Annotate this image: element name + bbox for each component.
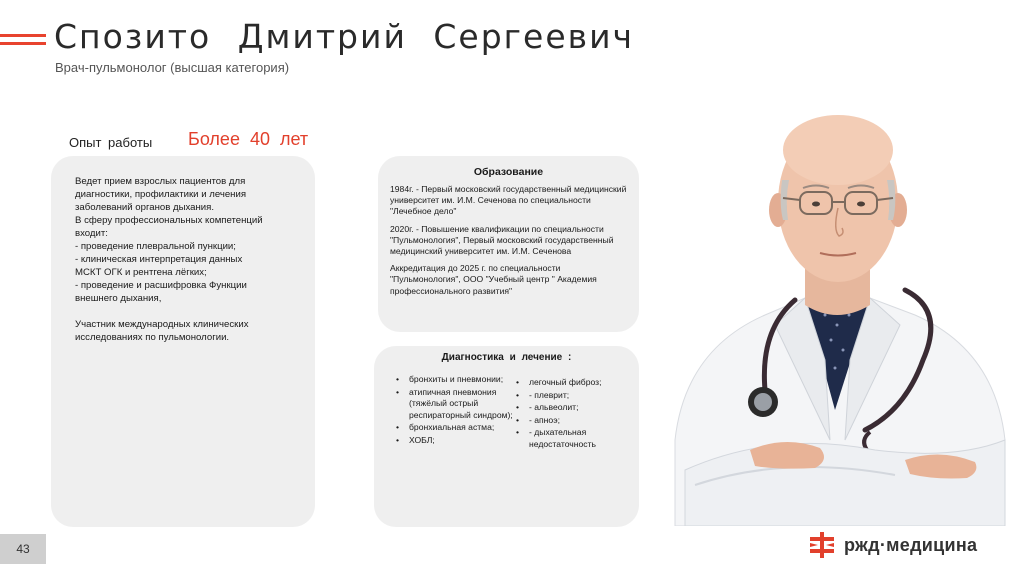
diagnostics-title: Диагностика и лечение :: [441, 352, 572, 363]
diagnostics-list-1: [396, 374, 516, 448]
description-line: - проведение и расшифровка Функции: [75, 280, 247, 291]
crossed-arms: [685, 440, 1005, 526]
diagnostics-list-2: [516, 377, 634, 452]
page-number: 43: [0, 534, 46, 564]
description-line: - проведение плевральной пункции;: [75, 241, 236, 252]
experience-value: Более 40 лет: [188, 129, 309, 149]
description-line: входит:: [75, 228, 108, 239]
education-list: [390, 184, 630, 303]
description-line: - клиническая интерпретация данных: [75, 254, 243, 265]
header-accent-lines: [0, 34, 46, 50]
list-item: • бронхиты и пневмонии;: [396, 374, 516, 386]
list-item: • - альвеолит;: [516, 402, 634, 414]
description-line: исследованиях по пульмонологии.: [75, 332, 230, 343]
education-entry: Аккредитация до 2025 г. по специальности "Пульмонология", ООО "Учебный центр " Академия профессионального развития": [390, 263, 597, 296]
doctor-specialty: Врач-пульмонолог (высшая категория): [55, 60, 290, 75]
doctor-portrait: [655, 110, 1015, 526]
description-line: Участник международных клинических: [75, 319, 249, 330]
description-line: В сферу профессиональных компетенций: [75, 215, 263, 226]
description-line: диагностики, профилактики и лечения: [75, 189, 247, 200]
education-entry: 2020г. - Повышение квалификации по специальности "Пульмонология", Первый московский государственный медицинский университет им. И.М. Сеченова: [390, 223, 614, 257]
description-line: заболеваний органов дыхания.: [75, 202, 215, 213]
list-item: • - апноэ;: [516, 415, 634, 427]
list-item: • - плеврит;: [516, 390, 634, 402]
list-item: • атипичная пневмония (тяжёлый острый респираторный синдром);: [396, 387, 516, 422]
description-line: внешнего дыхания,: [75, 293, 162, 304]
description-text: [75, 175, 295, 344]
list-item: • бронхиальная астма;: [396, 422, 516, 434]
rzd-logo-icon: [808, 531, 836, 559]
doctor-name: Спозито Дмитрий Сергеевич: [54, 17, 635, 56]
list-item: • легочный фиброз;: [516, 377, 634, 389]
rzd-medicine-logo: [808, 531, 977, 559]
experience-label: Опыт работы: [69, 135, 153, 150]
education-title: Образование: [473, 166, 544, 178]
description-line: Ведет прием взрослых пациентов для: [75, 176, 246, 187]
logo-text: ржд·медицина: [844, 534, 978, 555]
education-entry: 1984г. - Первый московский государственный медицинский университет им. И.М. Сеченова по специальности "Лечебное дело": [390, 184, 627, 217]
list-item: • ХОБЛ;: [396, 435, 516, 447]
description-line: МСКТ ОГК и рентгена лёгких;: [75, 267, 207, 278]
list-item: • - дыхательная недостаточность: [516, 427, 634, 450]
